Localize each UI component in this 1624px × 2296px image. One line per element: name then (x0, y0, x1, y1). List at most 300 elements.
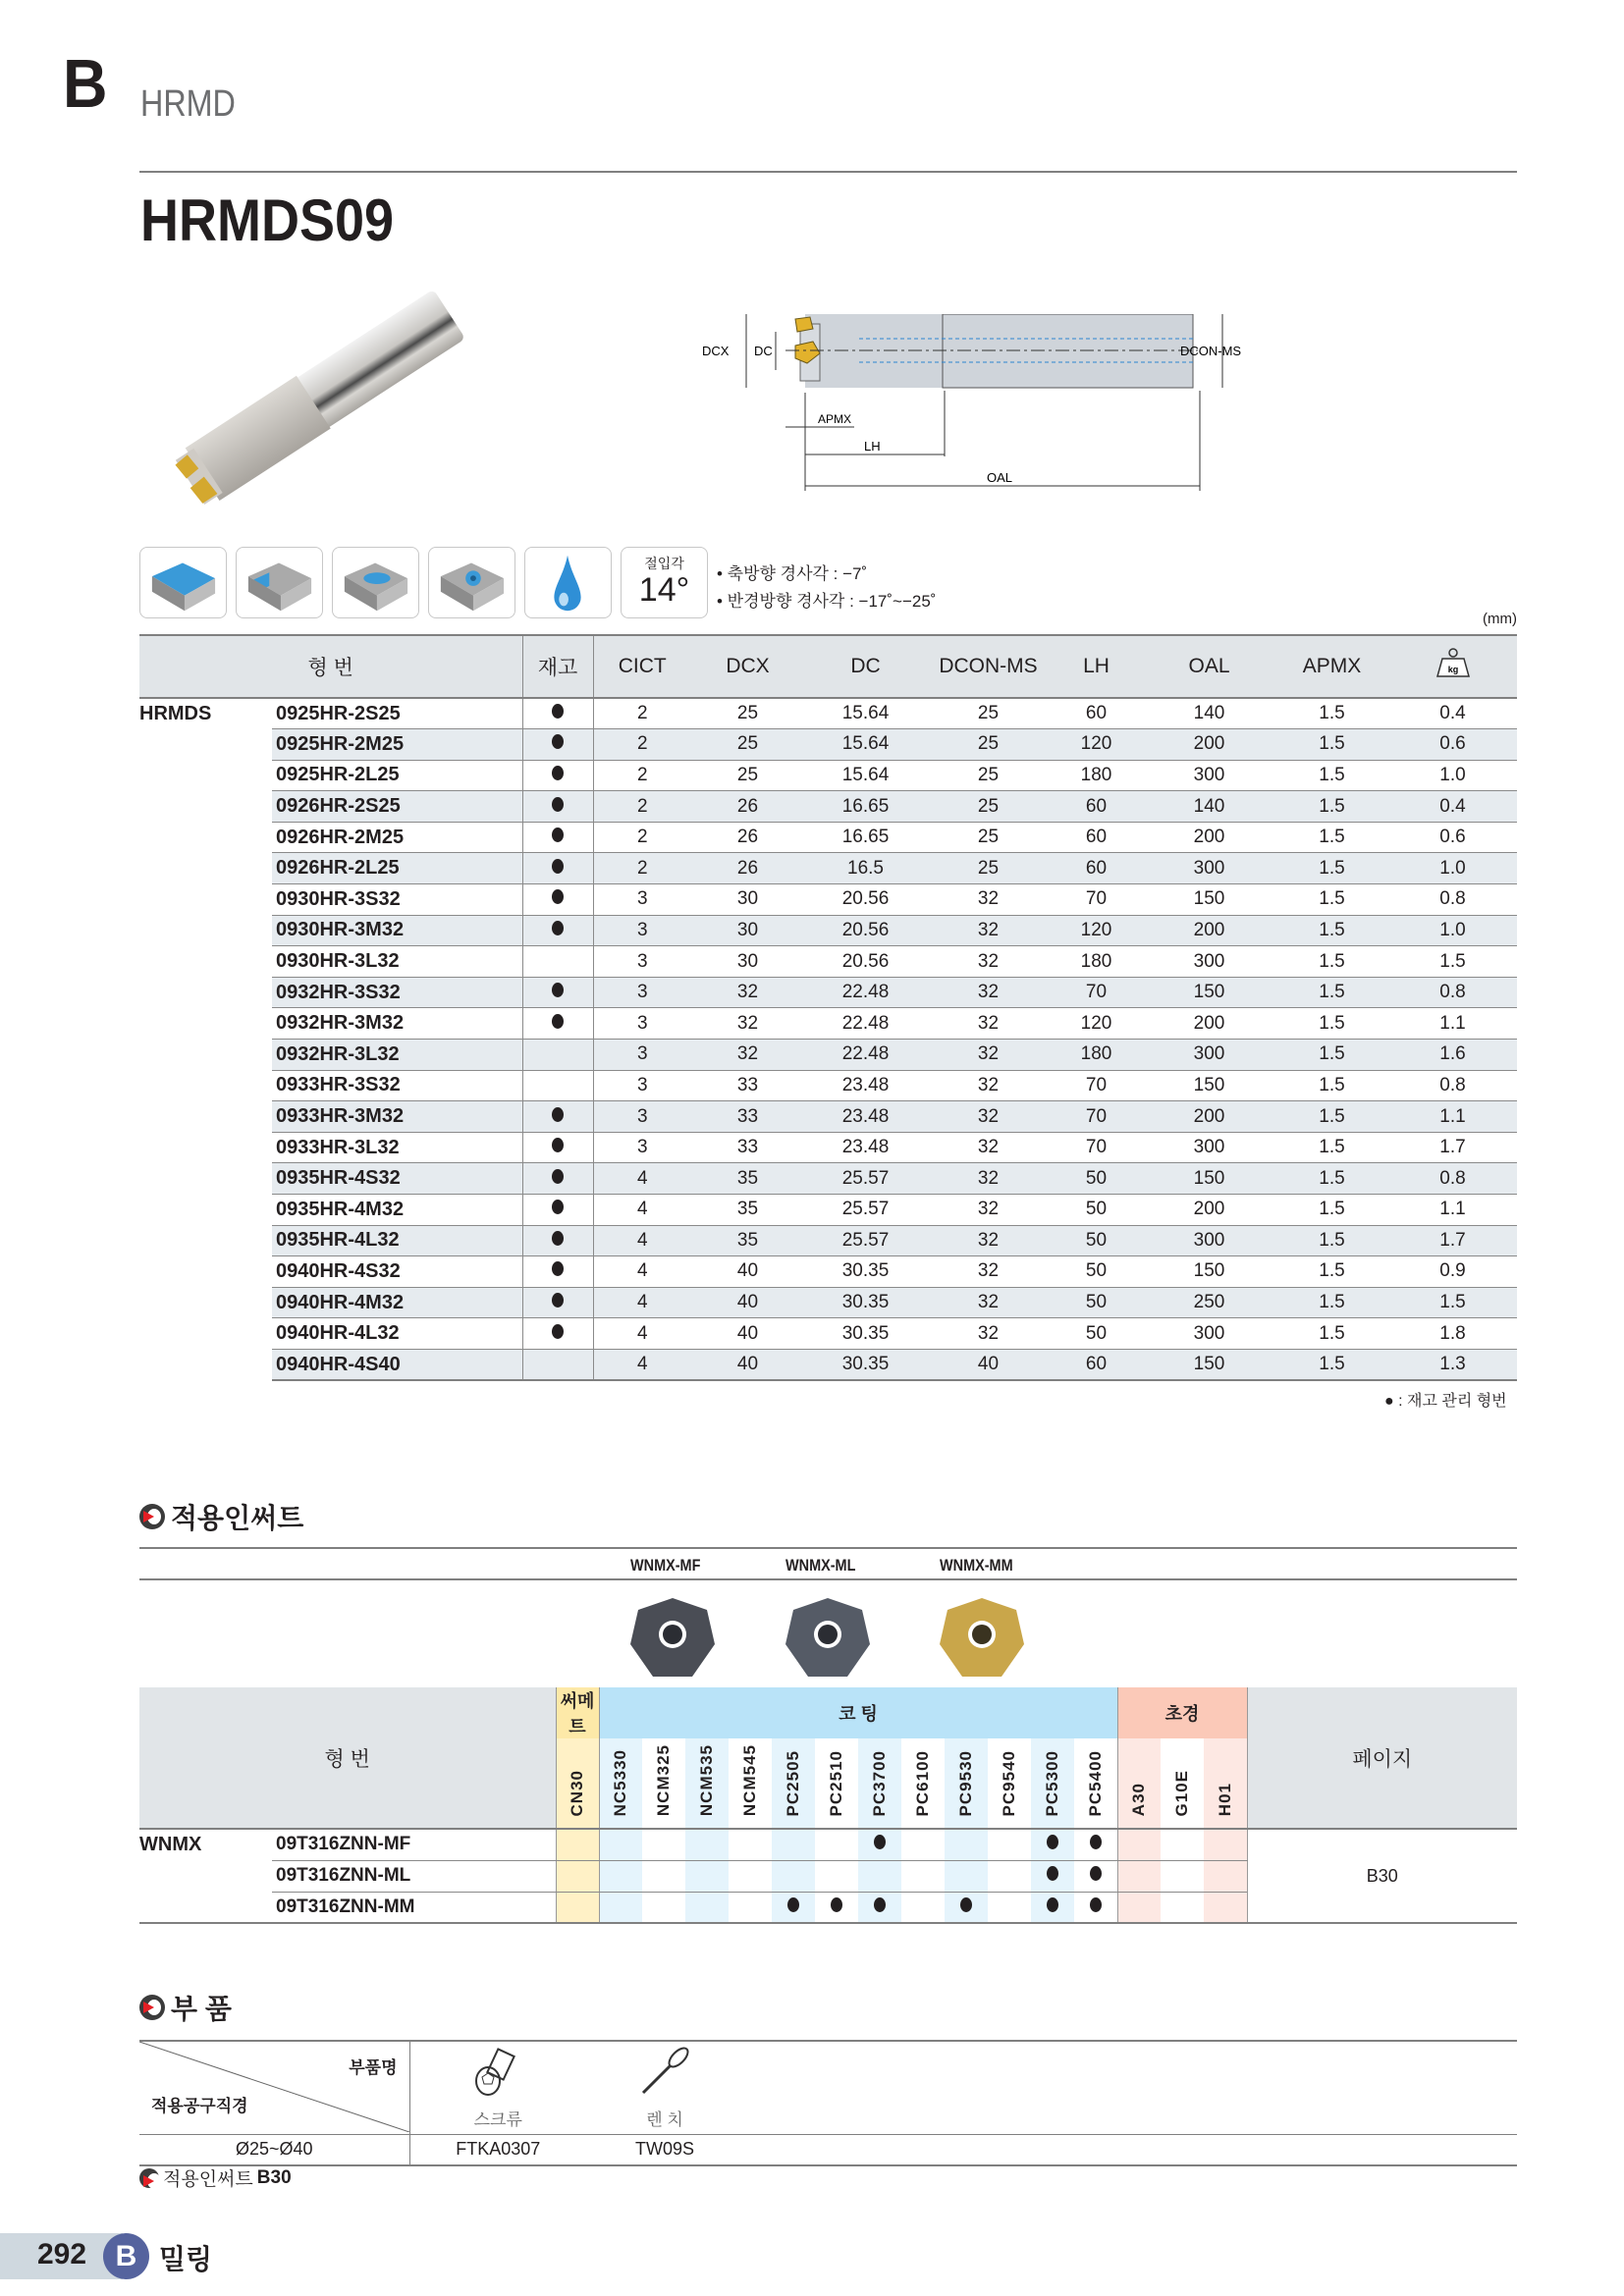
stock-cell (522, 884, 593, 916)
grade-cell (901, 1892, 945, 1923)
grade-cell (729, 1892, 772, 1923)
grade-cell (1031, 1829, 1074, 1860)
header-coating: 코 팅 (599, 1687, 1117, 1738)
model-code: 0932HR-3L32 (272, 1040, 522, 1071)
header-lh: LH (1050, 635, 1143, 698)
insert-section-label: 적용인써트 (171, 1503, 304, 1533)
grade-cell (988, 1860, 1031, 1892)
header-model: 형 번 (139, 635, 522, 698)
part-wrench-name: 렌 치 (646, 2110, 683, 2129)
model-code: 0932HR-3M32 (272, 1008, 522, 1040)
stock-cell (522, 1287, 593, 1318)
kg-value: 1.6 (1388, 1040, 1517, 1071)
cict-value: 3 (593, 1008, 691, 1040)
dc-value: 20.56 (804, 884, 927, 916)
kg-value: 1.8 (1388, 1318, 1517, 1350)
dcon-value: 25 (927, 698, 1050, 729)
dcon-value: 32 (927, 1132, 1050, 1163)
insert-section-title (139, 1497, 303, 1536)
grade-cell (1204, 1892, 1247, 1923)
kg-value: 1.1 (1388, 1008, 1517, 1040)
dcon-value: 32 (927, 1070, 1050, 1101)
dc-value: 30.35 (804, 1318, 927, 1350)
dc-value: 30.35 (804, 1349, 927, 1380)
lh-value: 70 (1050, 1101, 1143, 1133)
apmx-value: 1.5 (1275, 977, 1388, 1008)
available-dot-icon (874, 1897, 886, 1912)
screw-icon (468, 2042, 527, 2101)
stock-cell (522, 698, 593, 729)
lh-value: 60 (1050, 791, 1143, 823)
oal-value: 250 (1143, 1287, 1275, 1318)
dcon-value: 32 (927, 1195, 1050, 1226)
stock-cell (522, 1225, 593, 1256)
family-name: WNMX (139, 1829, 272, 1923)
apmx-value: 1.5 (1275, 1163, 1388, 1195)
dc-value: 25.57 (804, 1163, 927, 1195)
stock-cell (522, 729, 593, 761)
table-row (139, 1829, 1517, 1860)
grade-cell (772, 1892, 815, 1923)
kg-value: 1.0 (1388, 760, 1517, 791)
weight-unit: kg (1447, 665, 1458, 674)
dcx-value: 40 (691, 1349, 804, 1380)
stock-dot-icon (552, 889, 564, 904)
stock-cell (522, 1349, 593, 1380)
apmx-value: 1.5 (1275, 1070, 1388, 1101)
stock-cell (522, 1256, 593, 1288)
oal-value: 140 (1143, 698, 1275, 729)
header-cermet: 써메트 (556, 1687, 599, 1738)
lh-value: 120 (1050, 729, 1143, 761)
oal-value: 300 (1143, 1040, 1275, 1071)
grade-cell (599, 1892, 642, 1923)
slotting-icon (332, 547, 419, 618)
lh-value: 120 (1050, 1008, 1143, 1040)
grade-cell (599, 1829, 642, 1860)
apmx-value: 1.5 (1275, 1132, 1388, 1163)
model-code: 0935HR-4L32 (272, 1225, 522, 1256)
lh-value: 70 (1050, 884, 1143, 916)
dcon-value: 32 (927, 1225, 1050, 1256)
kg-value: 1.5 (1388, 1287, 1517, 1318)
grade-cell (1117, 1860, 1161, 1892)
apmx-value: 1.5 (1275, 1256, 1388, 1288)
stock-dot-icon (552, 1293, 564, 1308)
grade-name: NC5330 (611, 1748, 630, 1817)
dcon-value: 25 (927, 791, 1050, 823)
stock-dot-icon (552, 734, 564, 749)
cict-value: 2 (593, 822, 691, 853)
insert-model: 09T316ZNN-ML (272, 1860, 556, 1892)
dcon-value: 25 (927, 853, 1050, 884)
dcx-value: 40 (691, 1318, 804, 1350)
parts-section-label: 부 품 (171, 1994, 232, 2024)
stock-cell (522, 1008, 593, 1040)
dc-value: 20.56 (804, 915, 927, 946)
insert-image-mf (619, 1590, 727, 1683)
apmx-value: 1.5 (1275, 822, 1388, 853)
stock-dot-icon (552, 704, 564, 719)
cict-value: 2 (593, 791, 691, 823)
kg-value: 1.1 (1388, 1195, 1517, 1226)
dc-value: 22.48 (804, 1040, 927, 1071)
oal-value: 150 (1143, 977, 1275, 1008)
kg-value: 1.7 (1388, 1225, 1517, 1256)
cict-value: 3 (593, 946, 691, 978)
page-reference[interactable]: B30 (1247, 1829, 1517, 1923)
available-dot-icon (1090, 1866, 1102, 1881)
model-code: 0926HR-2S25 (272, 791, 522, 823)
model-code: 0933HR-3S32 (272, 1070, 522, 1101)
model-code: 0940HR-4M32 (272, 1287, 522, 1318)
kg-value: 0.9 (1388, 1256, 1517, 1288)
dc-value: 23.48 (804, 1132, 927, 1163)
coolant-icon (524, 547, 612, 618)
model-code: 0930HR-3S32 (272, 884, 522, 916)
grade-cell (556, 1892, 599, 1923)
dcx-value: 32 (691, 977, 804, 1008)
grade-cell (729, 1860, 772, 1892)
dc-value: 16.65 (804, 791, 927, 823)
table-row (139, 1008, 1517, 1040)
grade-cell (599, 1860, 642, 1892)
model-code: 0940HR-4S40 (272, 1349, 522, 1380)
insert-image-mm (928, 1590, 1036, 1683)
apmx-value: 1.5 (1275, 884, 1388, 916)
divider (139, 1578, 1517, 1580)
oal-value: 150 (1143, 1256, 1275, 1288)
part-screw-name: 스크류 (473, 2110, 522, 2129)
grade-cell (772, 1829, 815, 1860)
oal-value: 150 (1143, 1163, 1275, 1195)
stock-dot-icon (552, 1200, 564, 1214)
stock-dot-icon (552, 828, 564, 842)
kg-value: 0.6 (1388, 822, 1517, 853)
apmx-value: 1.5 (1275, 1287, 1388, 1318)
stock-cell (522, 915, 593, 946)
lead-angle-value: 14° (638, 571, 690, 609)
dcx-value: 26 (691, 853, 804, 884)
dc-value: 25.57 (804, 1225, 927, 1256)
stock-cell (522, 1318, 593, 1350)
cict-value: 3 (593, 1101, 691, 1133)
dc-value: 30.35 (804, 1287, 927, 1318)
dcon-value: 32 (927, 1008, 1050, 1040)
oal-value: 200 (1143, 822, 1275, 853)
table-row (139, 822, 1517, 853)
lh-value: 50 (1050, 1225, 1143, 1256)
cict-value: 3 (593, 1070, 691, 1101)
grade-name: CN30 (568, 1769, 586, 1817)
grade-cell (945, 1829, 988, 1860)
dcx-value: 32 (691, 1008, 804, 1040)
model-code: 0935HR-4S32 (272, 1163, 522, 1195)
dcx-value: 25 (691, 760, 804, 791)
dcon-value: 32 (927, 884, 1050, 916)
apmx-value: 1.5 (1275, 1349, 1388, 1380)
empty-cell (743, 2041, 1517, 2135)
header-apmx: APMX (1275, 635, 1388, 698)
chapter-name: 밀링 (159, 2244, 213, 2274)
weight-icon (1388, 635, 1517, 698)
stock-dot-icon (552, 766, 564, 780)
kg-value: 1.0 (1388, 853, 1517, 884)
grade-name: PC2510 (827, 1749, 845, 1817)
dc-value: 15.64 (804, 698, 927, 729)
lh-value: 120 (1050, 915, 1143, 946)
apmx-value: 1.5 (1275, 698, 1388, 729)
dcx-value: 25 (691, 729, 804, 761)
header-cbn: 초경 (1117, 1687, 1247, 1738)
product-photo (147, 275, 491, 510)
grade-name: G10E (1172, 1769, 1191, 1817)
available-dot-icon (1047, 1897, 1058, 1912)
screw-code: FTKA0307 (456, 2139, 541, 2160)
cict-value: 3 (593, 915, 691, 946)
grade-header (685, 1738, 729, 1829)
lh-value: 50 (1050, 1256, 1143, 1288)
model-code: 0926HR-2L25 (272, 853, 522, 884)
stock-dot-icon (552, 983, 564, 997)
oal-value: 300 (1143, 853, 1275, 884)
stock-cell (522, 1132, 593, 1163)
dcx-value: 40 (691, 1287, 804, 1318)
available-dot-icon (874, 1835, 886, 1849)
empty-cell (743, 2135, 1517, 2165)
oal-value: 200 (1143, 915, 1275, 946)
diameter-range: Ø25~Ø40 (139, 2135, 409, 2165)
section-arrow-icon (139, 1995, 165, 2020)
insert-reference (139, 2164, 292, 2191)
lh-label: LH (864, 439, 881, 454)
lh-value: 60 (1050, 1349, 1143, 1380)
grade-cell (988, 1829, 1031, 1860)
grade-cell (642, 1829, 685, 1860)
oal-value: 200 (1143, 1195, 1275, 1226)
grade-cell (945, 1892, 988, 1923)
table-row (139, 1349, 1517, 1380)
model-code: 0940HR-4L32 (272, 1318, 522, 1350)
grade-header (1204, 1738, 1247, 1829)
parts-section-title (139, 1988, 232, 2027)
cict-value: 4 (593, 1349, 691, 1380)
grade-name: PC9530 (956, 1749, 975, 1817)
stock-cell (522, 977, 593, 1008)
grade-cell (988, 1892, 1031, 1923)
dc-value: 25.57 (804, 1195, 927, 1226)
dc-value: 16.65 (804, 822, 927, 853)
cict-value: 3 (593, 977, 691, 1008)
grade-cell (815, 1829, 858, 1860)
table-row (139, 1163, 1517, 1195)
model-code: 0935HR-4M32 (272, 1195, 522, 1226)
oal-value: 140 (1143, 791, 1275, 823)
apmx-value: 1.5 (1275, 729, 1388, 761)
stock-legend: ● : 재고 관리 형번 (1384, 1393, 1507, 1410)
grade-name: PC6100 (913, 1749, 932, 1817)
lh-value: 180 (1050, 946, 1143, 978)
model-code: 0925HR-2L25 (272, 760, 522, 791)
wrench-icon (635, 2042, 694, 2101)
insert-ref-label: 적용인써트 (163, 2169, 253, 2190)
dimension-diagram (687, 314, 1257, 501)
grade-header (901, 1738, 945, 1829)
tool-diameter-header: 적용공구직경 (151, 2097, 248, 2115)
dcx-value: 33 (691, 1070, 804, 1101)
stock-cell (522, 791, 593, 823)
header-dc: DC (804, 635, 927, 698)
dcx-value: 26 (691, 791, 804, 823)
dc-value: 22.48 (804, 1008, 927, 1040)
lh-value: 50 (1050, 1287, 1143, 1318)
grade-name: PC9540 (1000, 1749, 1018, 1817)
grade-header (1161, 1738, 1204, 1829)
table-row (139, 853, 1517, 884)
family-name: HRMDS (139, 703, 212, 724)
table-row (139, 1070, 1517, 1101)
stock-cell (522, 1163, 593, 1195)
stock-cell (522, 1070, 593, 1101)
grade-cell (901, 1829, 945, 1860)
table-row (139, 729, 1517, 761)
header-model: 형 번 (139, 1687, 556, 1829)
available-dot-icon (1090, 1897, 1102, 1912)
apmx-value: 1.5 (1275, 791, 1388, 823)
grade-cell (729, 1829, 772, 1860)
available-dot-icon (831, 1897, 842, 1912)
grade-cell (1074, 1892, 1117, 1923)
kg-value: 1.1 (1388, 1101, 1517, 1133)
cict-value: 4 (593, 1256, 691, 1288)
apmx-value: 1.5 (1275, 760, 1388, 791)
model-code: 0926HR-2M25 (272, 822, 522, 853)
grade-cell (1161, 1860, 1204, 1892)
grade-header (772, 1738, 815, 1829)
insert-label-mf: WNMX-MF (630, 1556, 701, 1575)
apmx-value: 1.5 (1275, 946, 1388, 978)
grade-cell (901, 1860, 945, 1892)
unit-label: (mm) (1483, 611, 1517, 627)
kg-value: 0.8 (1388, 884, 1517, 916)
grade-header (858, 1738, 901, 1829)
kg-value: 0.4 (1388, 698, 1517, 729)
lh-value: 180 (1050, 1040, 1143, 1071)
lh-value: 70 (1050, 977, 1143, 1008)
dc-value: 23.48 (804, 1070, 927, 1101)
oal-value: 300 (1143, 1318, 1275, 1350)
grade-header (642, 1738, 685, 1829)
apmx-value: 1.5 (1275, 1008, 1388, 1040)
dcon-value: 32 (927, 1256, 1050, 1288)
grade-name: NCM535 (697, 1744, 716, 1817)
dcon-value: 32 (927, 915, 1050, 946)
grade-cell (858, 1860, 901, 1892)
grade-cell (1161, 1892, 1204, 1923)
grade-cell (685, 1829, 729, 1860)
table-row (139, 1318, 1517, 1350)
model-code: 0925HR-2S25 (272, 698, 522, 729)
stock-dot-icon (552, 921, 564, 935)
parts-table (139, 2040, 1517, 2166)
grade-header (945, 1738, 988, 1829)
grade-name: A30 (1129, 1782, 1149, 1817)
grade-name: NCM545 (740, 1744, 759, 1817)
grade-name: PC5400 (1085, 1749, 1105, 1817)
table-row (139, 884, 1517, 916)
table-row (139, 1101, 1517, 1133)
grade-cell (685, 1892, 729, 1923)
divider (139, 1547, 1517, 1549)
dcon-value: 40 (927, 1349, 1050, 1380)
kg-value: 0.8 (1388, 1070, 1517, 1101)
table-row (139, 915, 1517, 946)
lh-value: 70 (1050, 1070, 1143, 1101)
grade-name: PC5300 (1043, 1749, 1061, 1817)
grade-cell (1031, 1860, 1074, 1892)
cict-value: 2 (593, 729, 691, 761)
header-page: 페이지 (1247, 1687, 1517, 1829)
insert-ref-page[interactable]: B30 (256, 2166, 292, 2188)
grade-group-row (139, 1687, 1517, 1738)
model-code: 0930HR-3M32 (272, 915, 522, 946)
cict-value: 3 (593, 884, 691, 916)
table-row (139, 1195, 1517, 1226)
dcon-value: 32 (927, 1101, 1050, 1133)
header-cict: CICT (593, 635, 691, 698)
grade-name: PC3700 (870, 1749, 889, 1817)
lead-angle-label: 절입각 (644, 556, 684, 571)
kg-value: 1.7 (1388, 1132, 1517, 1163)
header-oal: OAL (1143, 635, 1275, 698)
kg-value: 0.4 (1388, 791, 1517, 823)
oal-value: 150 (1143, 884, 1275, 916)
dc-value: 23.48 (804, 1101, 927, 1133)
header-stock: 재고 (522, 635, 593, 698)
grade-cell (642, 1860, 685, 1892)
dcon-value: 25 (927, 729, 1050, 761)
stock-cell (522, 822, 593, 853)
header-divider (139, 171, 1517, 173)
kg-value: 0.8 (1388, 977, 1517, 1008)
stock-cell (522, 1040, 593, 1071)
cict-value: 4 (593, 1163, 691, 1195)
wrench-code: TW09S (634, 2139, 694, 2160)
apmx-value: 1.5 (1275, 1040, 1388, 1071)
dcon-value: 32 (927, 1040, 1050, 1071)
lh-value: 50 (1050, 1195, 1143, 1226)
stock-dot-icon (552, 1324, 564, 1339)
kg-value: 0.8 (1388, 1163, 1517, 1195)
dcx-value: 35 (691, 1163, 804, 1195)
lh-value: 60 (1050, 853, 1143, 884)
lh-value: 50 (1050, 1318, 1143, 1350)
dcx-label: DCX (702, 344, 730, 358)
grade-header (815, 1738, 858, 1829)
axial-rake-spec: • 축방향 경사각 : −7˚ (717, 564, 868, 583)
dcon-label: DCON-MS (1180, 344, 1242, 358)
oal-value: 300 (1143, 1225, 1275, 1256)
oal-value: 300 (1143, 1132, 1275, 1163)
dcon-value: 25 (927, 822, 1050, 853)
dc-value: 16.5 (804, 853, 927, 884)
parts-name-header: 부품명 (349, 2058, 398, 2077)
dcx-value: 33 (691, 1132, 804, 1163)
page-number: 292 (37, 2238, 87, 2270)
available-dot-icon (1090, 1835, 1102, 1849)
dcx-value: 30 (691, 884, 804, 916)
grade-cell (685, 1860, 729, 1892)
